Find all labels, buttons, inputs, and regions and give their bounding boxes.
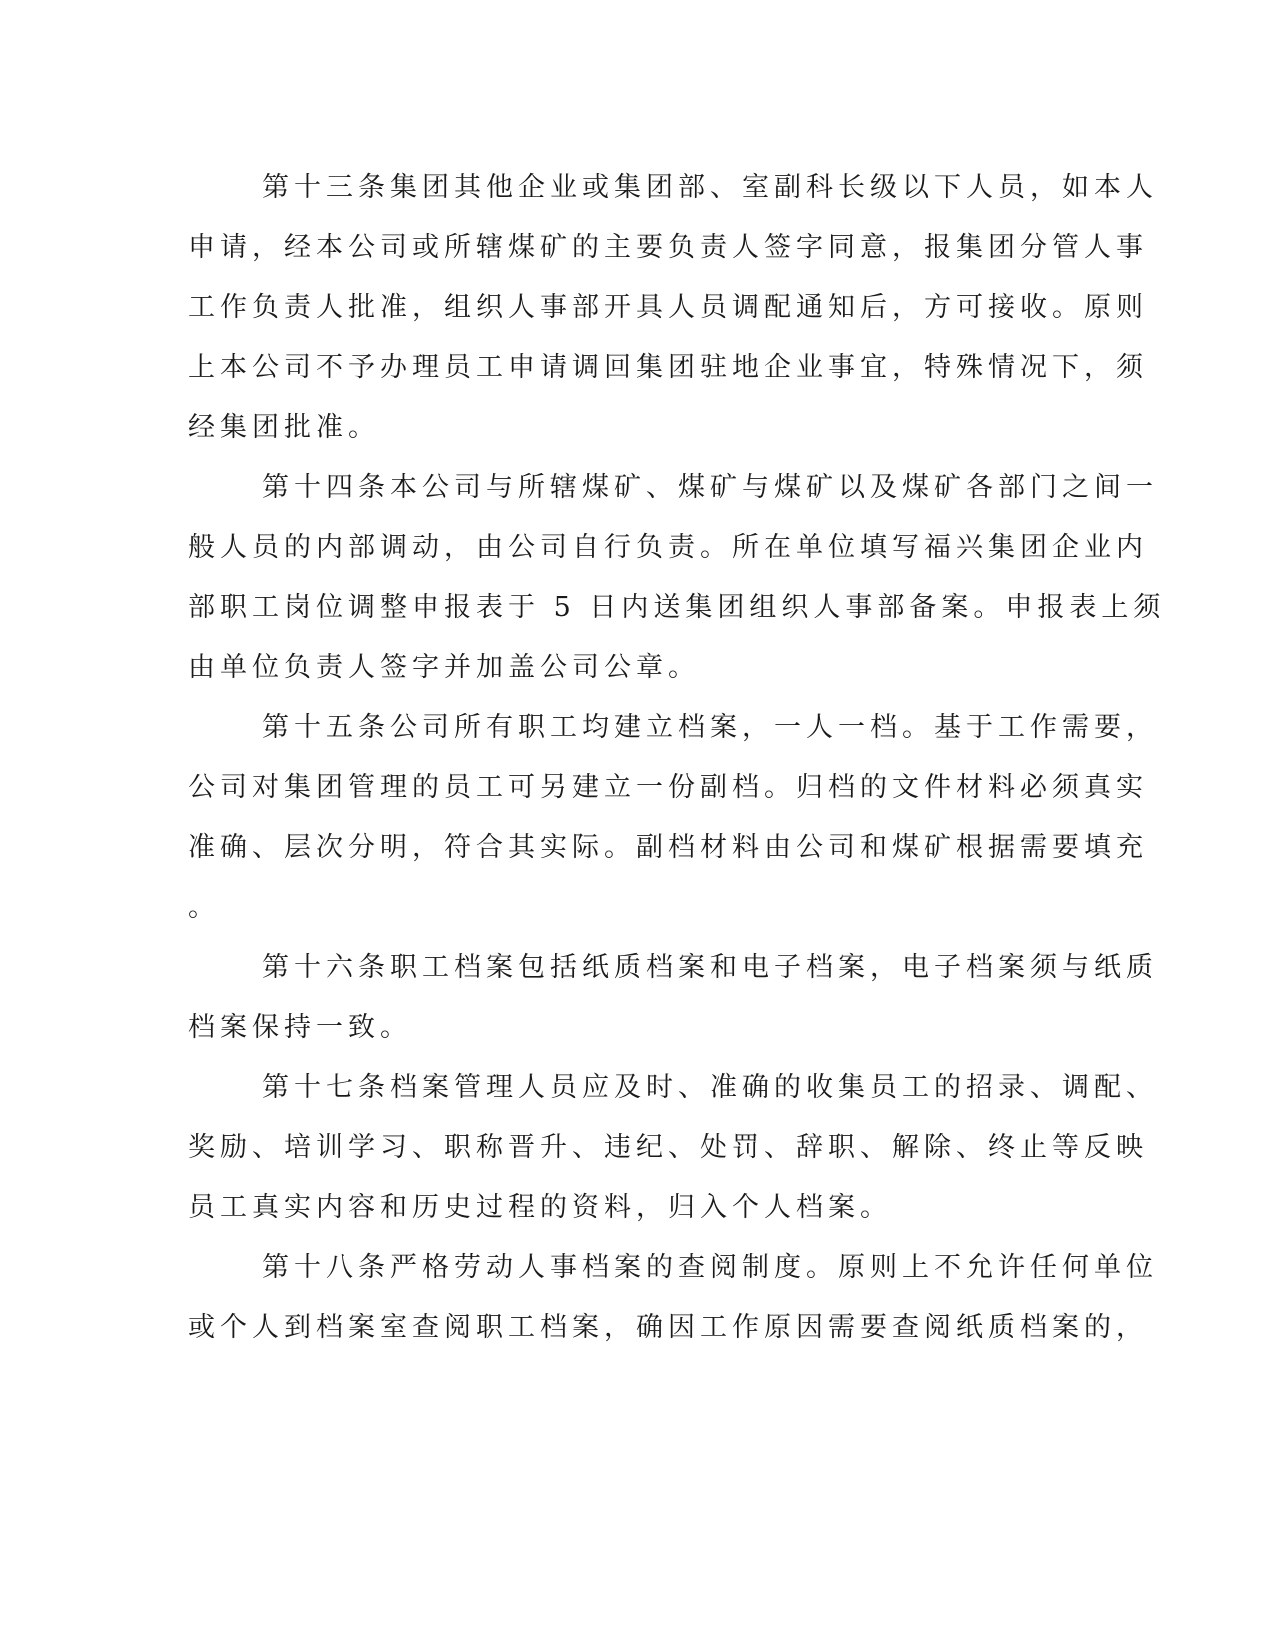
article-15-line-1: 第十五条公司所有职工均建立档案，一人一档。基于工作需要，: [262, 712, 1158, 743]
document-body: [188, 158, 1166, 1358]
article-16-line-2: 档案保持一致。: [188, 1012, 412, 1043]
article-14-line-4: 由单位负责人签字并加盖公司公章。: [188, 652, 700, 683]
article-17-line-1: 第十七条档案管理人员应及时、准确的收集员工的招录、调配、: [262, 1072, 1158, 1103]
article-15-line-4: 。: [188, 892, 220, 923]
article-18-line-2: 或个人到档案室查阅职工档案，确因工作原因需要查阅纸质档案的，: [188, 1312, 1148, 1343]
article-13-line-5: 经集团批准。: [188, 412, 380, 443]
article-14-line-3: 部职工岗位调整申报表于 5 日内送集团组织人事部备案。申报表上须: [188, 592, 1166, 623]
article-17-line-3: 员工真实内容和历史过程的资料，归入个人档案。: [188, 1192, 892, 1223]
article-16-line-1: 第十六条职工档案包括纸质档案和电子档案，电子档案须与纸质: [262, 952, 1158, 983]
article-13-line-4: 上本公司不予办理员工申请调回集团驻地企业事宜，特殊情况下，须: [188, 352, 1148, 383]
article-13-line-1: 第十三条集团其他企业或集团部、室副科长级以下人员，如本人: [262, 172, 1158, 203]
article-15-line-3: 准确、层次分明，符合其实际。副档材料由公司和煤矿根据需要填充: [188, 832, 1148, 863]
article-17-line-2: 奖励、培训学习、职称晋升、违纪、处罚、辞职、解除、终止等反映: [188, 1132, 1148, 1163]
article-18-line-1: 第十八条严格劳动人事档案的查阅制度。原则上不允许任何单位: [262, 1252, 1158, 1283]
article-14-line-1: 第十四条本公司与所辖煤矿、煤矿与煤矿以及煤矿各部门之间一: [262, 472, 1158, 503]
article-15-line-2: 公司对集团管理的员工可另建立一份副档。归档的文件材料必须真实: [188, 772, 1148, 803]
article-13-line-2: 申请，经本公司或所辖煤矿的主要负责人签字同意，报集团分管人事: [188, 232, 1148, 263]
article-14-line-2: 般人员的内部调动，由公司自行负责。所在单位填写福兴集团企业内: [188, 532, 1148, 563]
article-13-line-3: 工作负责人批准，组织人事部开具人员调配通知后，方可接收。原则: [188, 292, 1148, 323]
